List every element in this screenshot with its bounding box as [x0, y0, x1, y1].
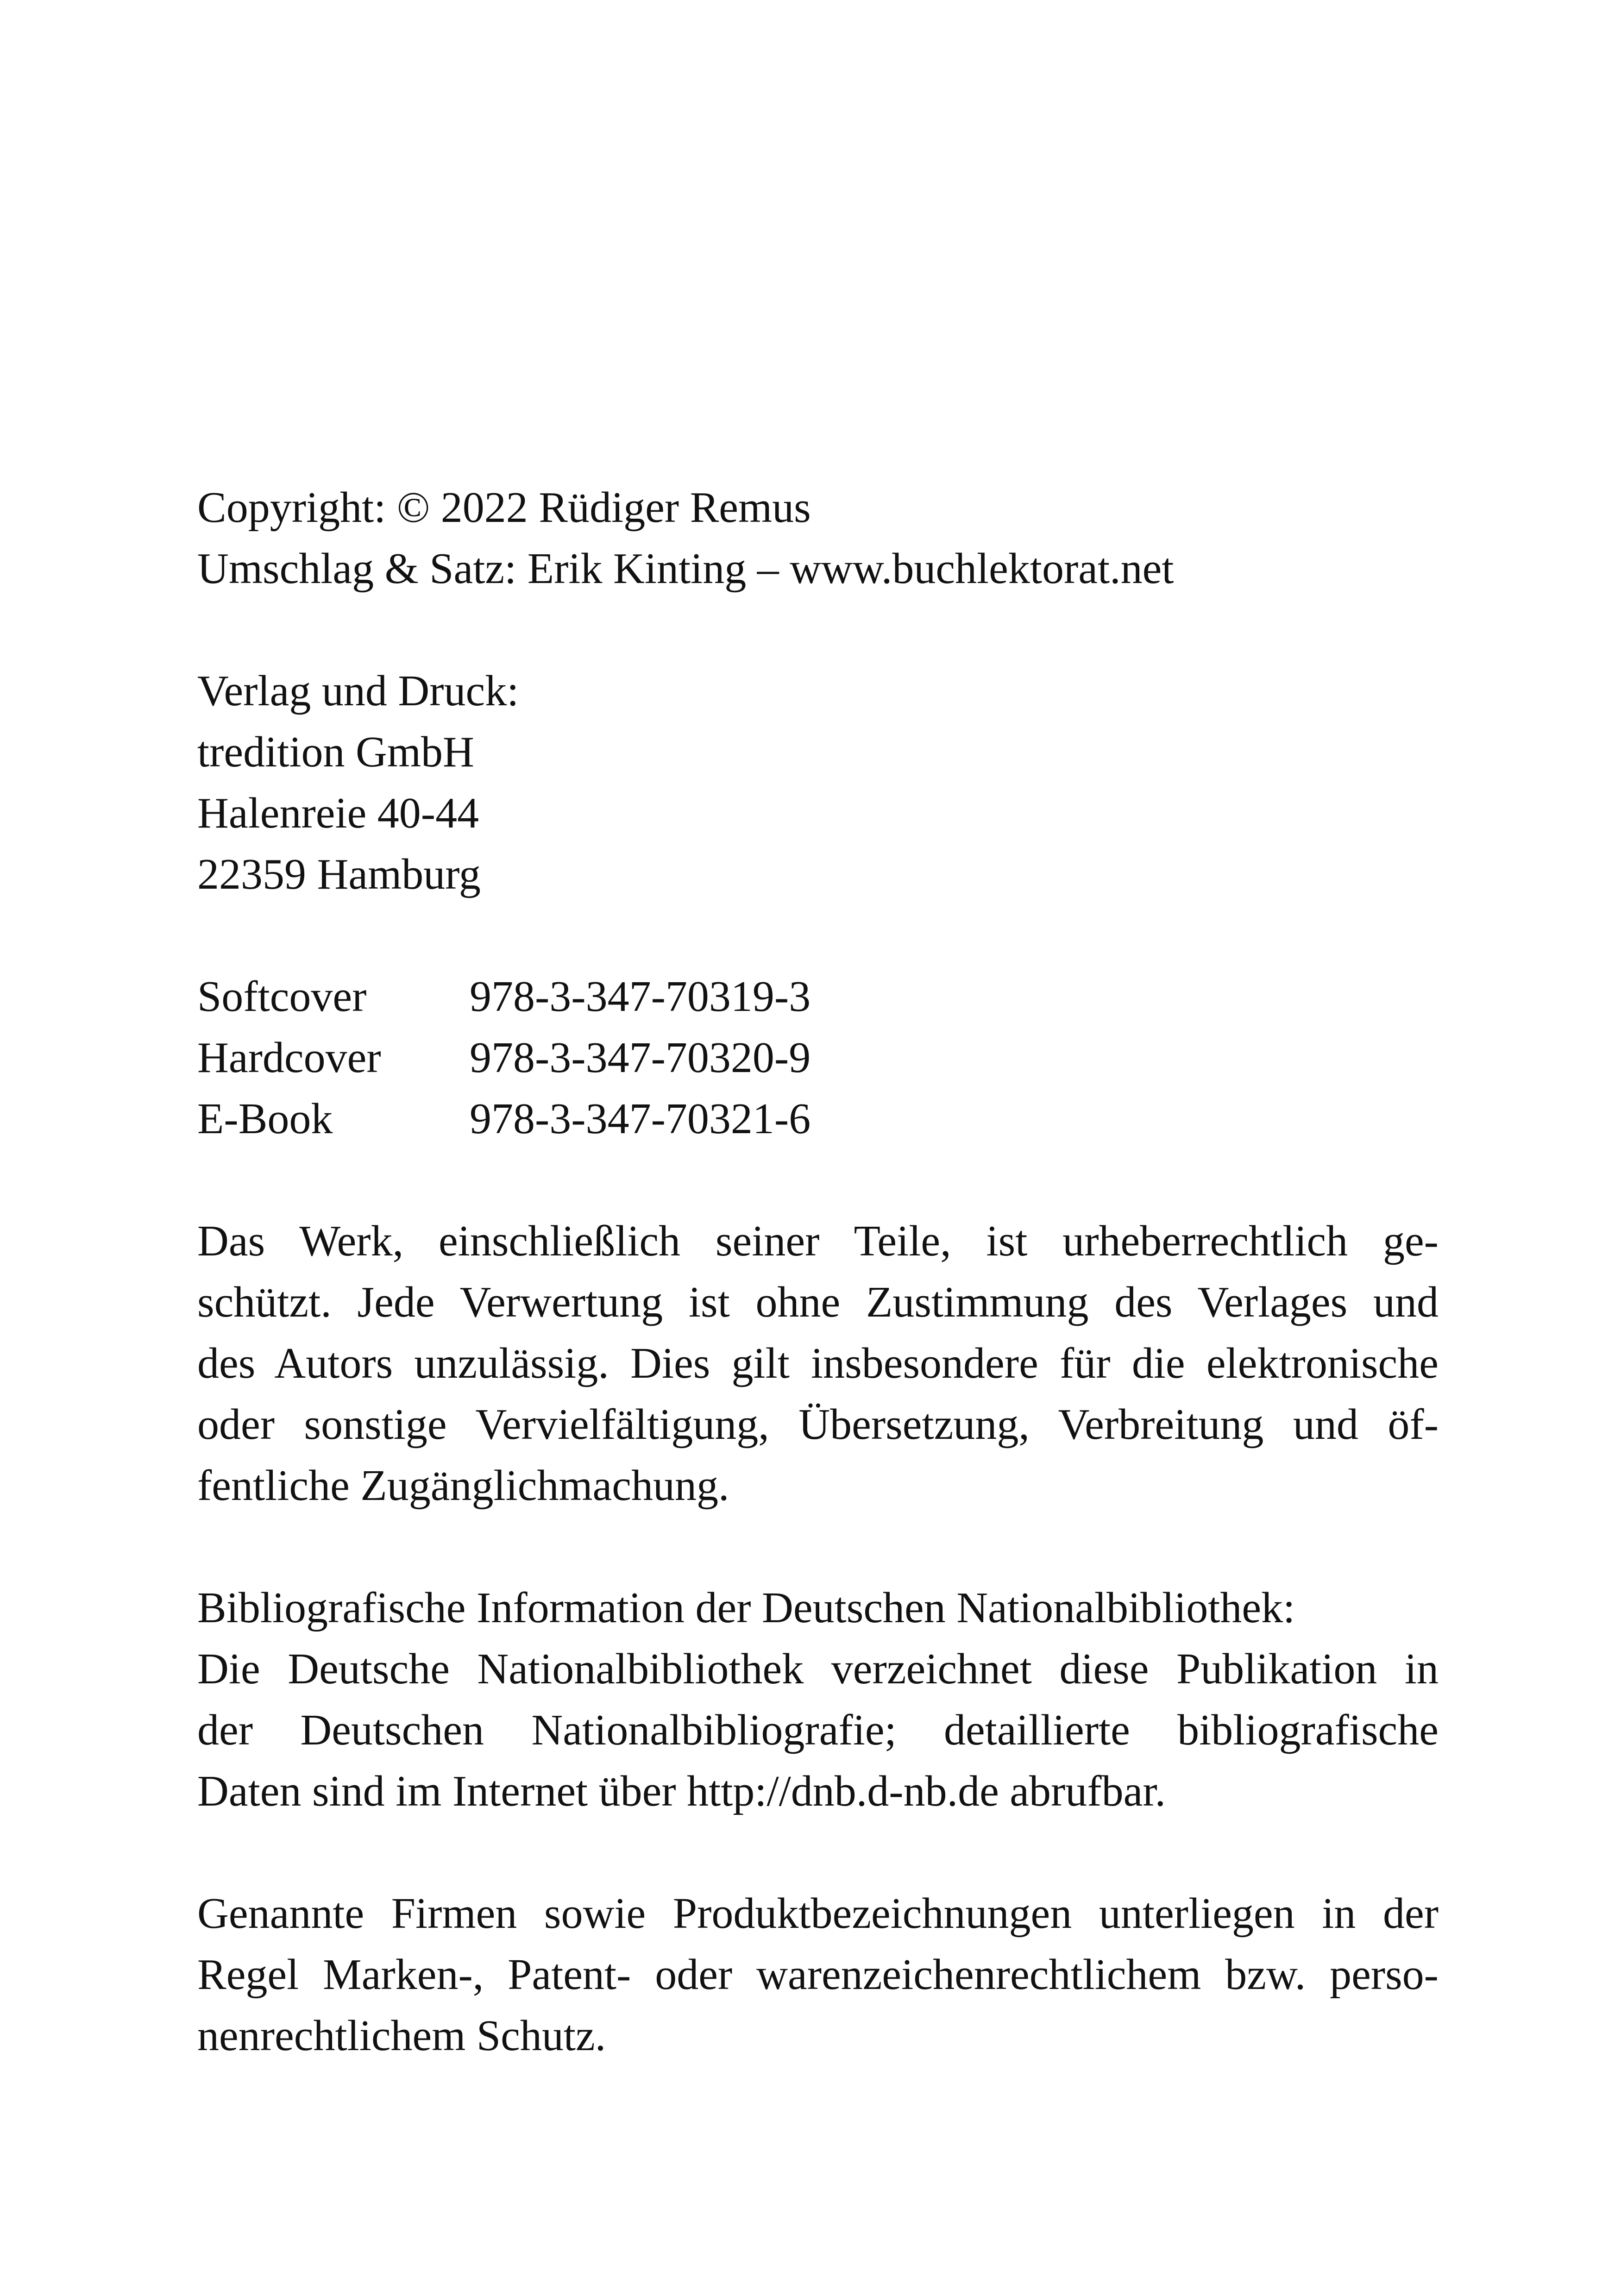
isbn-block [197, 966, 1439, 1149]
copyright-block [197, 477, 1439, 599]
isbn-number: 978-3-347-70320-9 [470, 1034, 811, 1082]
isbn-number: 978-3-347-70321-6 [470, 1095, 811, 1143]
publisher-heading: Verlag und Druck: [197, 667, 519, 715]
dnb-notice-line: der Deutschen Nationalbibliografie; detaillierte bibliografische [197, 1706, 1439, 1754]
isbn-format-label: Hardcover [197, 1034, 381, 1082]
dnb-notice-line: Daten sind im Internet über http://dnb.d-nb.de abrufbar. [197, 1767, 1166, 1815]
publisher-name: tredition GmbH [197, 728, 474, 776]
rights-notice-line: Das Werk, einschließlich seiner Teile, ist urheberrechtlich ge- [197, 1217, 1439, 1265]
trademark-notice-paragraph [197, 1883, 1439, 2066]
trademark-notice-line: Regel Marken-, Patent- oder warenzeichenrechtlichem bzw. perso- [197, 1951, 1439, 1999]
cover-credit-line: Umschlag & Satz: Erik Kinting – www.buchlektorat.net [197, 545, 1174, 593]
isbn-row-hardcover [197, 1027, 1439, 1088]
publisher-street: Halenreie 40-44 [197, 789, 479, 837]
trademark-notice-line: nenrechtlichem Schutz. [197, 2012, 606, 2060]
publisher-block [197, 660, 1439, 905]
isbn-format-label: Softcover [197, 972, 367, 1021]
dnb-notice-paragraph [197, 1577, 1439, 1822]
isbn-row-ebook [197, 1088, 1439, 1149]
isbn-row-softcover [197, 966, 1439, 1027]
rights-notice-paragraph [197, 1211, 1439, 1516]
rights-notice-line: schützt. Jede Verwertung ist ohne Zustimmung des Verlages und [197, 1278, 1439, 1326]
rights-notice-line: fentliche Zugänglichmachung. [197, 1462, 729, 1510]
isbn-format-label: E-Book [197, 1095, 333, 1143]
dnb-notice-line: Die Deutsche Nationalbibliothek verzeichnet diese Publikation in [197, 1645, 1439, 1693]
isbn-number: 978-3-347-70319-3 [470, 972, 811, 1021]
rights-notice-line: des Autors unzulässig. Dies gilt insbesondere für die elektronische [197, 1339, 1439, 1387]
copyright-line: Copyright: © 2022 Rüdiger Remus [197, 483, 811, 532]
dnb-notice-heading: Bibliografische Information der Deutschen Nationalbibliothek: [197, 1584, 1295, 1632]
rights-notice-line: oder sonstige Vervielfältigung, Übersetzung, Verbreitung und öf- [197, 1400, 1439, 1449]
trademark-notice-line: Genannte Firmen sowie Produktbezeichnungen unterliegen in der [197, 1889, 1439, 1938]
publisher-city: 22359 Hamburg [197, 850, 481, 898]
imprint-content [197, 477, 1439, 2127]
